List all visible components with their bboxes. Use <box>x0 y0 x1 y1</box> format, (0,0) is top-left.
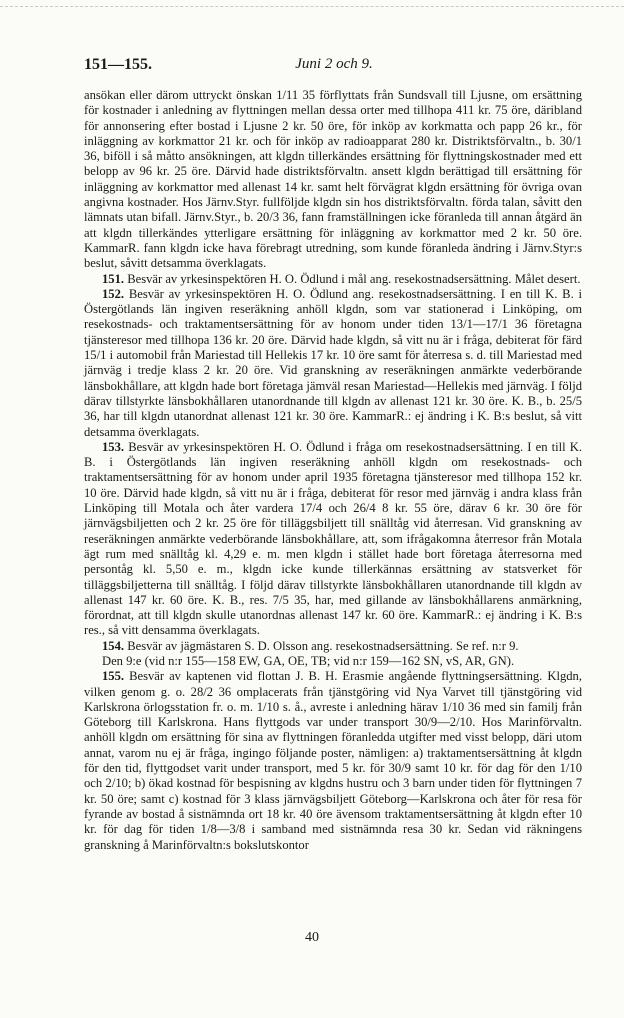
body-text <box>84 88 582 853</box>
paragraph-152 <box>84 287 582 440</box>
paragraph-continuation <box>84 88 582 272</box>
paragraph-text: Besvär av kaptenen vid flottan J. B. H. Erasmie angående flyttningsersättning. Klgdn, vilken genom g. o. 28/2 36 omplacerats från tjänstgöring vid Nya Varvet till tjänstgöring vid Karlskrona örlogsstation fr. o. m. 1/10 s. å., avreste i anledning härav 1/10 36 med sin familj från Göteborg till Karlskrona. Hans flyttgods var under transport 30/9—2/10. Hos Marinförvaltn. anhöll klgdn om ersättning för sina av flyttningen föranledda utgifter med visst belopp, däri utom annat, varom nu ej är fråga, ingingo följande poster, nämligen: a) traktamentsersättning åt klgdn för den tid, flyttgodset varit under transport, med 5 kr. för 30/9 samt 10 kr. för dag för den 1/10 och 2/10; b) ökad kostnad för bespisning av klgdns hustru och 3 barn under tiden för flyttningen 7 kr. 50 öre; samt c) kostnad för 3 klass järnvägsbiljett Göteborg—Karlskrona och åter för resa för fyrande av bostad å sistnämnda ort 18 kr. 40 öre ävensom traktamentsersättning åt klgdn efter 10 kr. för dag för tiden 1/8—3/8 i samband med sistnämnda resa 30 kr. Sedan vid räkningens granskning å Marinförvaltn:s bokslutskontor <box>84 669 582 852</box>
case-number: 155. <box>102 669 125 684</box>
case-number: 154. <box>102 638 125 653</box>
running-header <box>84 56 584 78</box>
paragraph-151 <box>84 272 582 287</box>
paragraph-text: Besvär av yrkesinspektören H. O. Ödlund i fråga om resekostnadsersättning. I en till K. B. i Östergötlands län ingiven reseräkning anhöll klgdn om resekostnads- och traktamentsersättning för av honom under april 1935 företagna tjänsteresor med tillhopa 152 kr. 10 öre. Därvid hade klgdn, så vitt nu är i fråga, debiterat för resor med järnväg i andra klass från Linköping till Motala och åter vardera 17/4 och 26/4 8 kr. 55 öre, därav 6 kr. 30 öre för järnvägsbiljetten och 2 kr. 25 öre för tilläggsbiljett till snälltåg vid återresan. Vid granskning av reseräkningen anmärkte vederbörande länsbokhållare, att, som ifrågakomna återresor från Motala ägt rum med snälltåg kl. 4,29 e. m. men klgdn i stället hade bort företaga återresorna med persontåg kl. 5,50 e. m., klgdn icke kunde tillerkännas ersättning av statsverket för tilläggsbiljetterna till snälltåg. I följd därav tillstyrkte länsbokhållaren utanordnande till klgdn av allenast 147 kr. 60 öre. K. B., res. 7/5 35, har, med gillande av länsbokhållarens anmärkning, förordnat, att till klgdn skulle utanordnas allenast 147 kr. 60 öre. KammarR.: ej ändring i K. B:s res., så vitt densamma överklagats. <box>84 439 582 638</box>
paragraph-155 <box>84 669 582 853</box>
paragraph-text: ansökan eller därom uttryckt önskan 1/11 35 förflyttats från Sundsvall till Ljusne, om ersättning för kostnader i anledning av flyttningen mellan dessa orter med tillhopa 411 kr. 75 öre, däribland för annonsering efter bostad i Ljusne 2 kr. 50 öre, för inköp av korkmatta och papp 26 kr., för inläggning av korkmattor 21 kr. och för inköp av radioapparat 280 kr. Distriktsförvaltn., b. 30/1 36, biföll i så måtto ansökningen, att klgdn tillerkändes ersättning för flyttningskostnader med ett belopp av 96 kr. 25 öre. Därvid hade distriktsförvaltn. ansett klgdn berättigad till ersättning för inläggning av korkmattor med allenast 14 kr. samt helt förvägrat klgdn ersättning för övriga ovan angivna kostnader. Hos Järnv.Styr. fullföljde klgdn sin hos distriktsförvaltn. förda talan, såvitt den lämnats utan bifall. Järnv.Styr., b. 20/3 36, fann framställningen icke föranleda till annan åtgärd än att klgdn tillerkändes ytterligare ersättning för inläggning av korkmattor med 2 kr. 50 öre. KammarR. fann klgdn icke hava förebragt utredning, som kunde föranleda ändring i Järnv.Styr:s beslut, såvitt detsamma överklagats. <box>84 88 582 271</box>
header-date: Juni 2 och 9. <box>295 56 373 72</box>
paragraph-text: Besvär av yrkesinspektören H. O. Ödlund ang. resekostnadsersättning. I en till K. B. i Östergötlands län ingiven reseräkning anhöll klgdn, som var stationerad i Linköping, om resekostnads- och traktamentsersättning för av honom under tiden 13/1—17/1 36 företagna tjänsteresor med tillhopa 136 kr. 20 öre. Därvid hade klgdn, så vitt nu är i fråga, debiterat för färd 15/1 i automobil från Mariestad till Hellekis 17 kr. 10 öre samt för återresa s. d. till Mariestad med järnväg i tredje klass 2 kr. 20 öre. Vid granskning av reseräkningen anmärkte vederbörande länsbokhållare, att klgdn hade bort företaga jämväl resan Mariestad—Hellekis med järnväg. I följd därav tillstyrkte länsbokhållaren utanordnande till klgdn av allenast 121 kr. 30 öre. K. B., b. 25/5 36, har till klgdn utanordnat allenast 121 kr. 30 öre. KammarR.: ej ändring i K. B:s beslut, så vitt detsamma överklagats. <box>84 286 582 439</box>
case-range: 151—155. <box>84 56 152 73</box>
paragraph-text: Besvär av jägmästaren S. D. Olsson ang. resekostnadsersättning. Se ref. n:r 9. <box>127 638 519 653</box>
page-number: 40 <box>305 930 319 945</box>
session-text: Den 9:e (vid n:r 155—158 EW, GA, OE, TB; vid n:r 159—162 SN, vS, AR, GN). <box>102 653 515 668</box>
paragraph-153 <box>84 440 582 639</box>
case-number: 151. <box>102 271 125 286</box>
case-number: 153. <box>102 439 125 454</box>
case-number: 152. <box>102 286 125 301</box>
paragraph-text: Besvär av yrkesinspektören H. O. Ödlund i mål ang. resekostnadsersättning. Målet desert. <box>127 271 581 286</box>
top-edge-rule <box>0 6 624 8</box>
paragraph-154 <box>84 639 582 654</box>
session-heading <box>84 654 582 669</box>
